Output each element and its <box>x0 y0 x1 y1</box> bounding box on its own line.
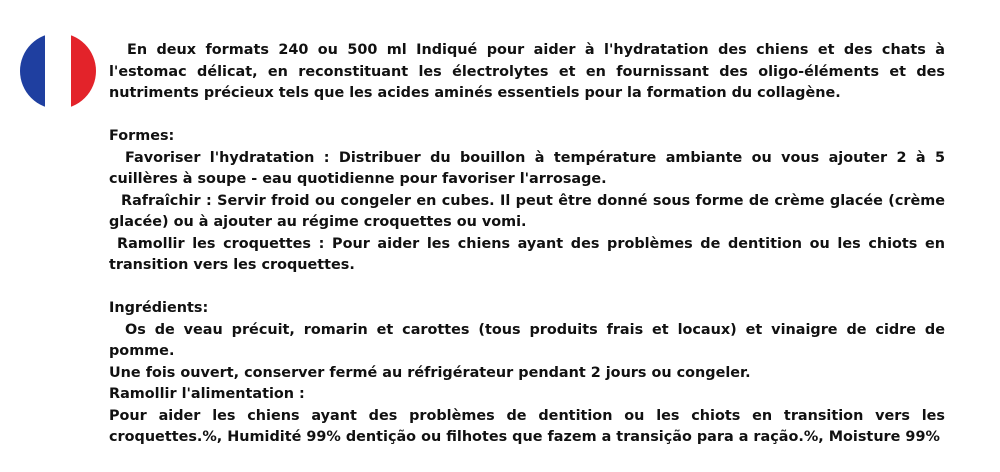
flag-band-white <box>45 33 70 109</box>
forme-item-rafraichir: Rafraîchir : Servir froid ou congeler en cubes. Il peut être donné sous forme de crème glacée (crème glacée) ou à ajouter au régime croquettes ou vomi. <box>109 192 945 230</box>
feeding-heading: Ramollir l'alimentation : <box>109 386 305 402</box>
forme-item-ramollir: Ramollir les croquettes : Pour aider les chiens ayant des problèmes de dentition ou les chiots en transition vers les croquettes. <box>109 235 945 273</box>
storage-instructions: Une fois ouvert, conserver fermé au réfrigérateur pendant 2 jours ou congeler. <box>109 364 751 381</box>
flag-band-blue <box>20 33 45 109</box>
flag-band-red <box>71 33 96 109</box>
ingredients-heading: Ingrédients: <box>109 300 209 316</box>
intro-paragraph: En deux formats 240 ou 500 ml Indiqué pour aider à l'hydratation des chiens et des chats à l'estomac délicat, en reconstituant les électrolytes et en fournissant des oligo-éléments et des nutriments précieux tels que les acides aminés essentiels pour la formation du collagène. <box>109 42 945 101</box>
product-description <box>109 40 945 449</box>
formes-heading: Formes: <box>109 128 175 144</box>
forme-item-hydratation: Favoriser l'hydratation : Distribuer du bouillon à température ambiante ou vous ajouter 2 à 5 cuillères à soupe - eau quotidienne pour favoriser l'arrosage. <box>109 149 945 187</box>
france-flag-icon <box>20 33 96 109</box>
ingredients-list: Os de veau précuit, romarin et carottes (tous produits frais et locaux) et vinaigre de cidre de pomme. <box>109 321 945 359</box>
spacer <box>109 105 945 127</box>
spacer <box>109 277 945 299</box>
feeding-text: Pour aider les chiens ayant des problèmes de dentition ou les chiots en transition vers les croquettes.%, Humidité 99% dentição ou filhotes que fazem a transição para a ração.%, Moisture 99% <box>109 407 945 445</box>
